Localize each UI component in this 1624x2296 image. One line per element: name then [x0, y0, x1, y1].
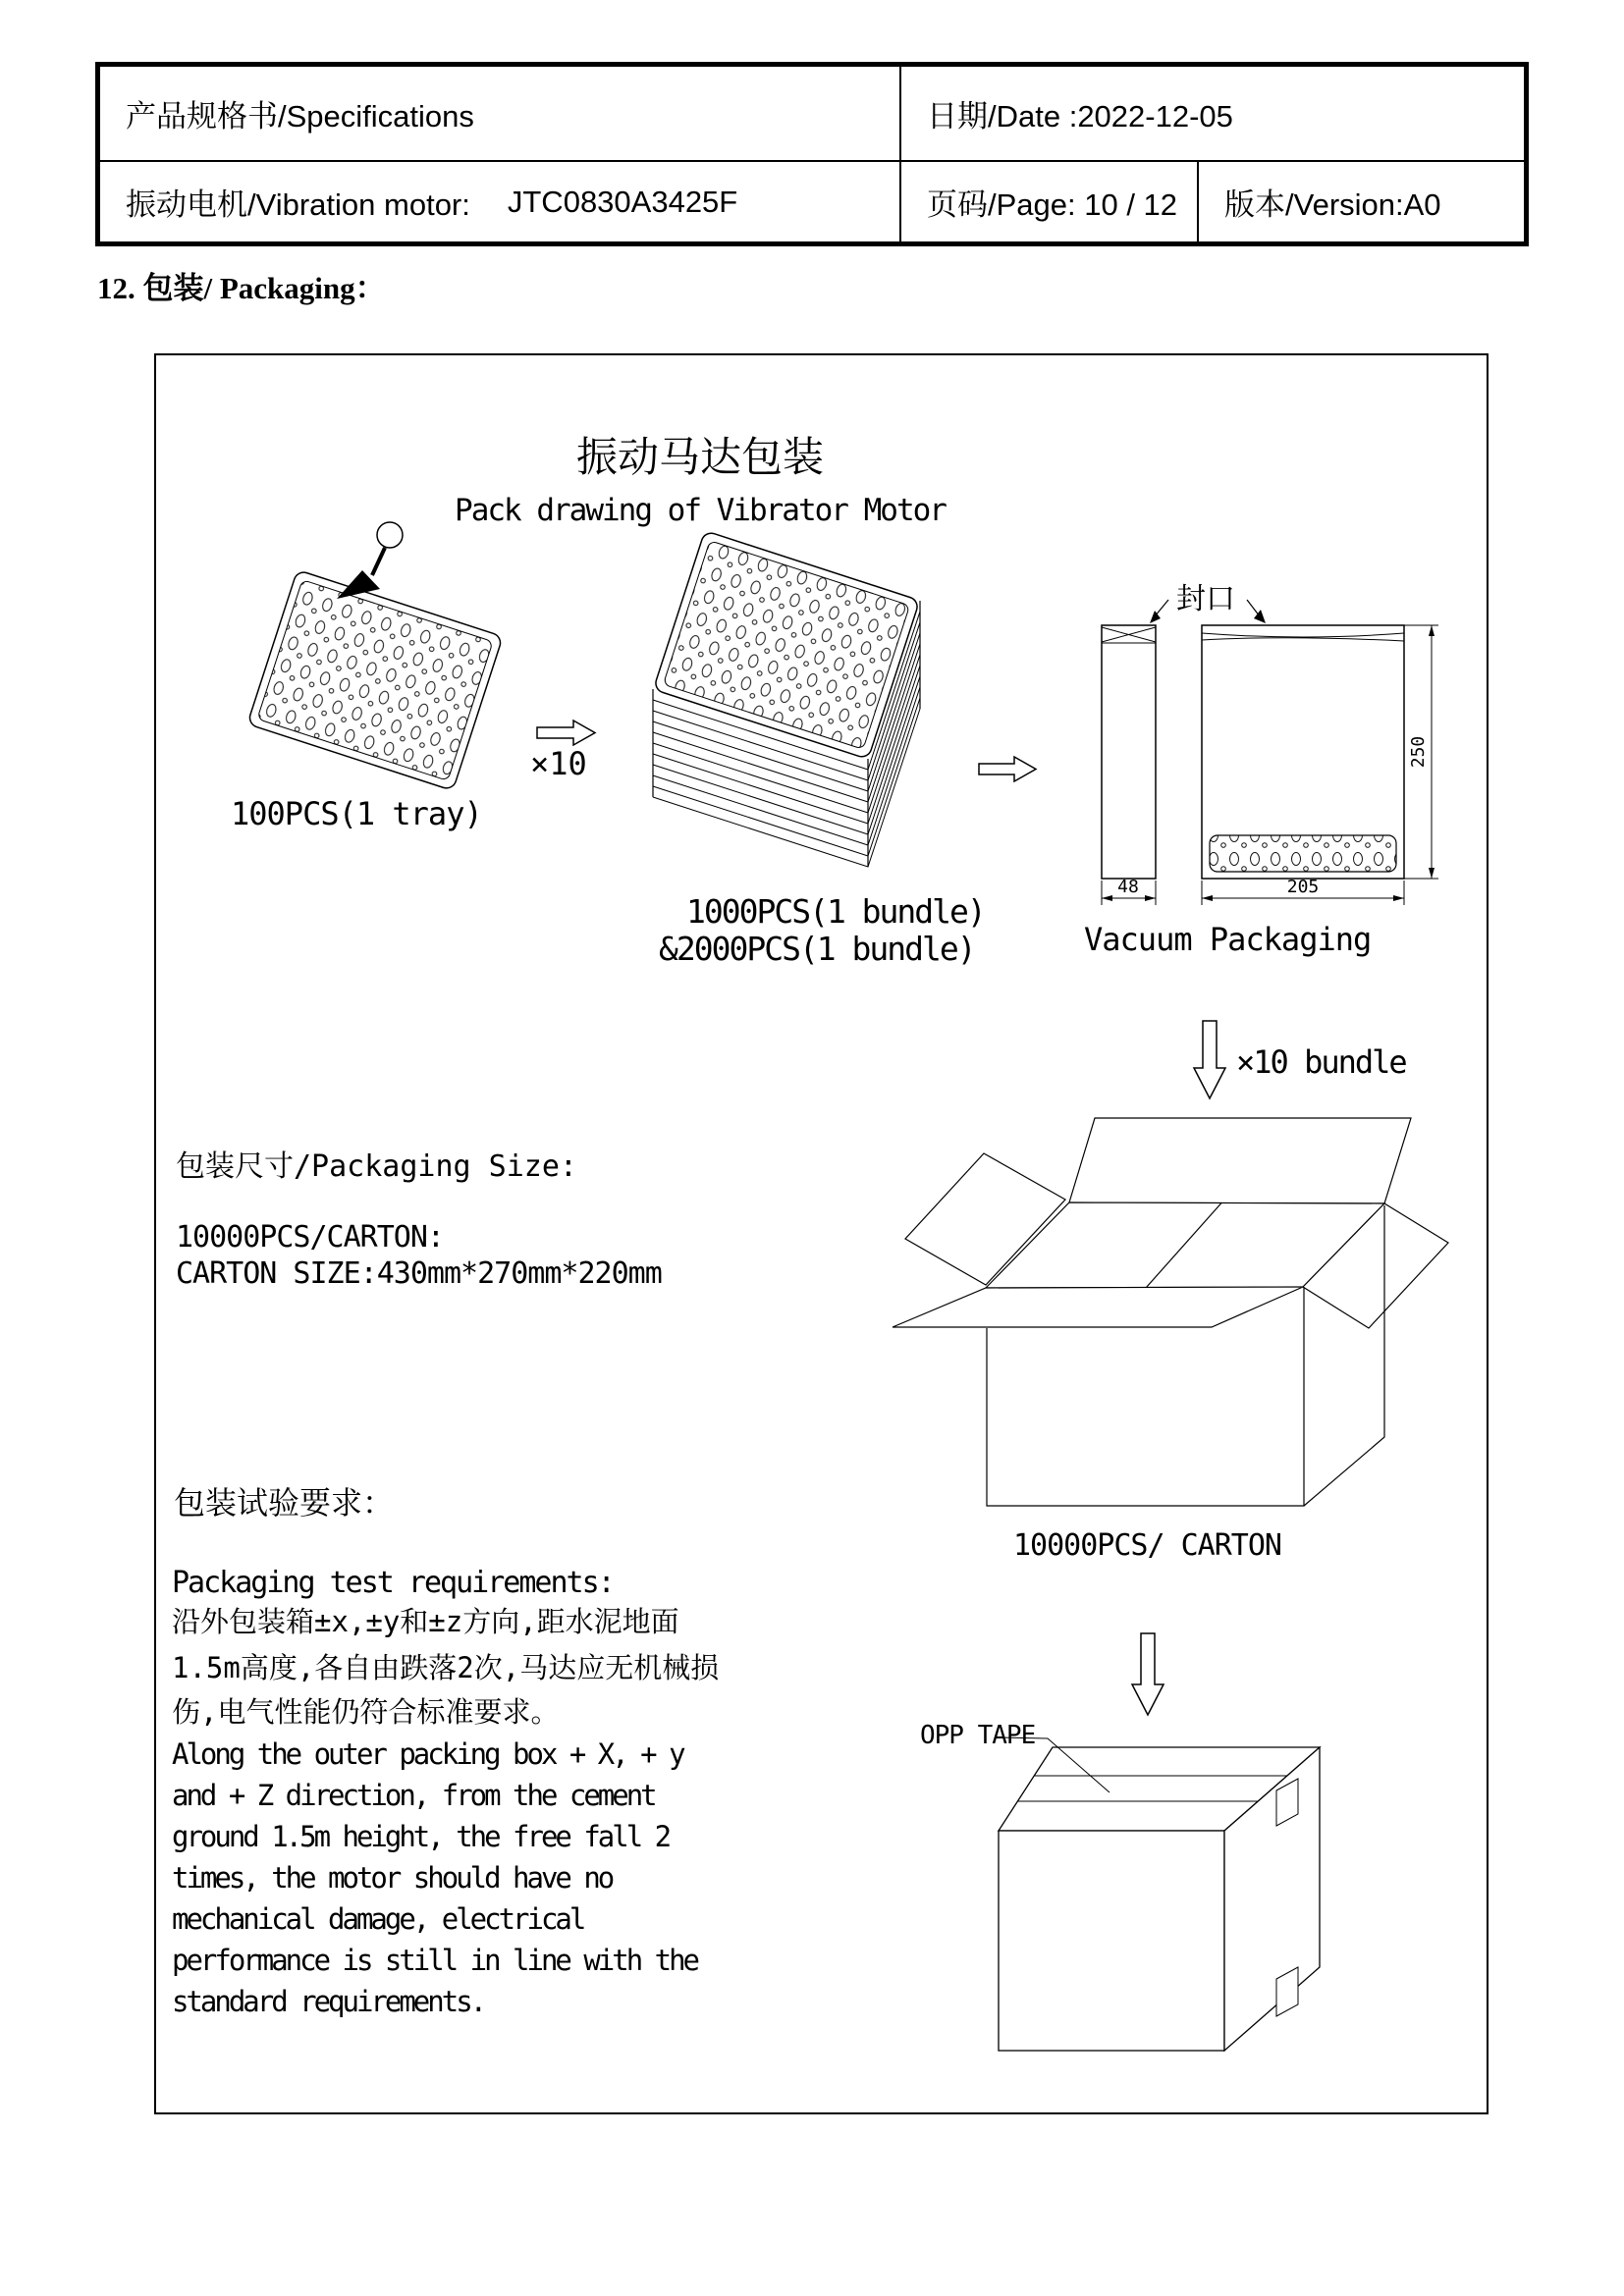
- product-model: JTC0830A3425F: [507, 184, 738, 219]
- vacuum-side-view: [1102, 625, 1156, 879]
- seal-arrow-right-icon: [1247, 600, 1266, 623]
- packaging-drawing-box: [154, 353, 1489, 2114]
- test-heading-zh: 包装试验要求：: [174, 1484, 395, 1522]
- right-arrow-icon: [537, 721, 595, 745]
- section-heading: 12. 包装/ Packaging：: [97, 271, 386, 305]
- header-row-2: [100, 162, 1524, 241]
- seal-arrow-left-icon: [1150, 600, 1168, 623]
- spec-header-table: [95, 62, 1529, 246]
- dim-250-label: 250: [1408, 735, 1429, 769]
- closed-carton-front-face: [999, 1831, 1224, 2051]
- seal-label: 封口: [1176, 582, 1235, 616]
- down-arrow-2-icon: [1132, 1633, 1164, 1715]
- opp-tape-label: OPP TAPE: [920, 1721, 1036, 1750]
- bundle-label-2: &2000PCS(1 bundle): [659, 930, 975, 968]
- right-arrow-2-icon: [979, 757, 1036, 781]
- vacuum-packaging-drawing: [1084, 582, 1438, 958]
- test-zh-line-3: 伤,电气性能仍符合标准要求。: [172, 1695, 560, 1729]
- tray-drawing: [247, 522, 503, 790]
- test-zh-line-2: 1.5m高度,各自由跌落2次,马达应无机械损: [172, 1651, 720, 1684]
- page-cell: [901, 162, 1199, 241]
- size-line-2: 10000PCS/CARTON:: [176, 1220, 444, 1255]
- test-en-line-6: performance is still in line with the: [172, 1944, 698, 1977]
- drawing-title-en: Pack drawing of Vibrator Motor: [455, 493, 946, 528]
- dim-48-label: 48: [1117, 877, 1139, 897]
- spec-title-cell: [100, 67, 901, 160]
- vacuum-front-view: [1202, 625, 1404, 879]
- size-line-3: CARTON SIZE:430mm*270mm*220mm: [176, 1256, 662, 1291]
- vacuum-label: Vacuum Packaging: [1084, 921, 1372, 958]
- spec-title: 产品规格书/Specifications: [126, 99, 474, 133]
- tray-label: 100PCS(1 tray): [231, 795, 482, 832]
- header-row-1: [100, 67, 1524, 162]
- test-heading-en: Packaging test requirements:: [172, 1566, 614, 1600]
- dim-205: [1202, 877, 1404, 905]
- test-en-line-2: and + Z direction, from the cement: [172, 1779, 655, 1812]
- closed-carton-drawing: [999, 1747, 1320, 2051]
- page-number: 页码/Page: 10 / 12: [927, 187, 1178, 222]
- test-en-line-4: times, the motor should have no: [172, 1861, 613, 1895]
- test-en-line-7: standard requirements.: [172, 1985, 485, 2018]
- product-cell: [100, 162, 901, 241]
- test-en-line-5: mechanical damage, electrical: [172, 1902, 584, 1936]
- bundle-label-1: 1000PCS(1 bundle): [686, 892, 985, 931]
- down-arrow-icon: [1194, 1021, 1225, 1098]
- dim-48: [1102, 877, 1156, 905]
- test-zh-line-1: 沿外包装箱±x,±y和±z方向,距水泥地面: [172, 1605, 679, 1638]
- carton-label: 10000PCS/ CARTON: [1013, 1528, 1281, 1563]
- version-value: 版本/Version:A0: [1224, 187, 1441, 222]
- dim-205-label: 205: [1286, 877, 1320, 897]
- times10-label: ×10: [530, 745, 587, 782]
- times10-bundle-label: ×10 bundle: [1236, 1043, 1406, 1081]
- drawing-title-zh: 振动马达包装: [575, 433, 825, 481]
- tray-stack-drawing: [653, 531, 920, 867]
- packaging-size-block: [176, 1149, 662, 1291]
- carton-front-flap: [893, 1287, 1303, 1327]
- test-en-line-3: ground 1.5m height, the free fall 2: [172, 1820, 670, 1853]
- packaging-drawing: [156, 355, 1487, 2112]
- size-line-1: 包装尺寸/Packaging Size:: [176, 1149, 577, 1184]
- date-cell: [901, 67, 1524, 160]
- product-label: 振动电机/Vibration motor:: [126, 187, 470, 222]
- date-value: 日期/Date :2022-12-05: [927, 99, 1233, 133]
- version-cell: [1199, 162, 1524, 241]
- test-requirements-block: [172, 1484, 719, 2018]
- test-en-line-1: Along the outer packing box + X, + y: [172, 1737, 683, 1771]
- open-carton-drawing: [893, 1118, 1448, 1506]
- carton-back-flap: [1069, 1118, 1411, 1203]
- dim-250: [1404, 625, 1438, 879]
